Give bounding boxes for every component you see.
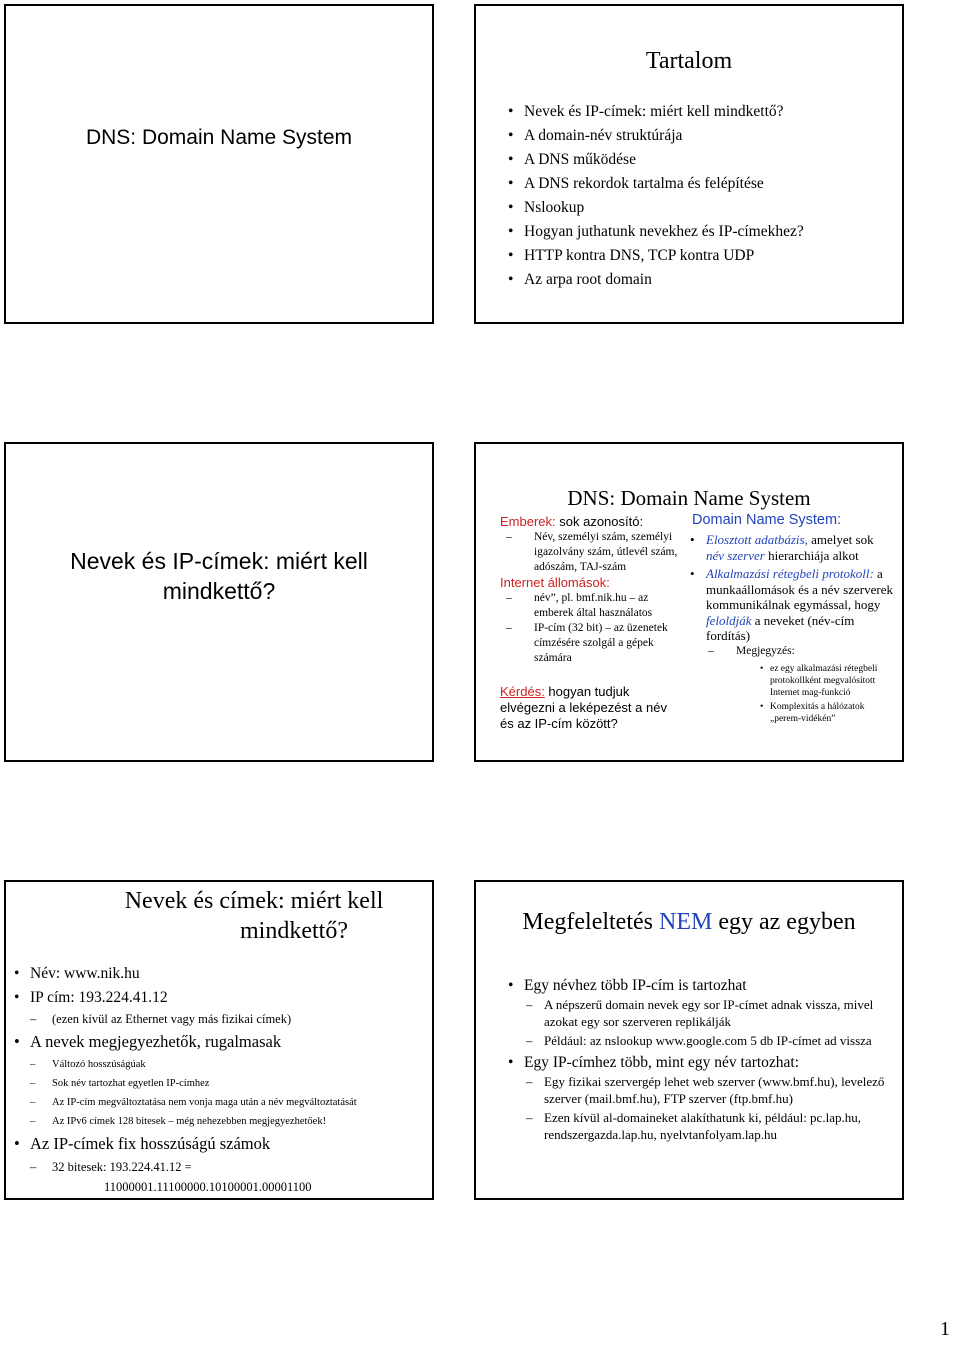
toc-item: • A DNS rekordok tartalma és felépítése	[506, 172, 804, 196]
note-sublist	[758, 663, 893, 725]
slide-title: DNS: Domain Name System	[567, 486, 811, 510]
emph-text: név szerver	[706, 547, 765, 563]
title-text: Megfeleltetés	[522, 909, 659, 935]
emph-text: Elosztott adatbázis,	[706, 532, 808, 547]
list-item	[12, 986, 424, 1029]
host-name-desc: – az emberek által használatos	[534, 592, 653, 619]
bullet-text: Egy IP-címhez több, mint egy név tartozhat:	[524, 1054, 800, 1071]
sub-list	[524, 996, 892, 1049]
slide-2	[474, 4, 904, 324]
ip-text: IP cím: 193.224.41.12	[30, 989, 168, 1006]
list-item: – Az IPv6 címek 128 bitesek – még nehezebben megjegyezhetőek!	[12, 1112, 424, 1131]
list-item	[12, 1029, 424, 1131]
hosts-heading: Internet állomások:	[500, 575, 610, 590]
people-list	[504, 530, 680, 575]
slide-4	[474, 442, 904, 762]
title-line: mindkettő?	[240, 918, 348, 944]
slide-body	[12, 962, 424, 1197]
note-label: Megjegyzés:	[736, 644, 795, 657]
sub-list	[12, 1055, 424, 1131]
names-text: A nevek megjegyezhetők, rugalmasak	[30, 1032, 282, 1051]
bullet-text: Egy névhez több IP-cím is tartozhat	[524, 977, 747, 994]
list-item: – Egy fizikai szervergép lehet web szerver (www.bmf.hu), levelező szerver (mail.bmf.hu), FTP szerver (ftp.bmf.hu)	[524, 1073, 892, 1107]
binary-line: 11000001.11100000.10100001.00001100	[104, 1180, 312, 1194]
dns-list	[688, 532, 893, 725]
right-column	[688, 512, 893, 728]
text: hierarchiája alkot	[764, 547, 859, 563]
list-item: – Sok név tartozhat egyetlen IP-címhez	[12, 1074, 424, 1093]
text: a neveket (név-cím fordítás)	[706, 612, 855, 643]
title-line: mindkettő?	[162, 578, 276, 604]
note-list	[706, 644, 893, 725]
toc-item: • Az arpa root domain	[506, 268, 804, 292]
toc-item: • Hogyan juthatunk nevekhez és IP-címekhez?	[506, 220, 804, 244]
toc-item: • Nslookup	[506, 196, 804, 220]
slide-3	[4, 442, 434, 762]
emph-text: Alkalmazási rétegbeli protokoll:	[706, 566, 874, 581]
slide-title	[76, 886, 432, 946]
list-item	[506, 976, 892, 1049]
slide-body	[506, 976, 892, 1147]
left-column	[500, 514, 680, 732]
binary-line: – 32 bitesek: 193.224.41.12 =	[52, 1160, 192, 1174]
sub-list	[12, 1010, 424, 1029]
list-item: • Komplexitás a hálózatok „perem-vidékén”	[758, 701, 893, 725]
people-text: sok azonosító:	[555, 514, 644, 529]
slide-title: DNS: Domain Name System	[85, 126, 353, 149]
toc-item: • Nevek és IP-címek: miért kell mindkettő?	[506, 100, 804, 124]
text: a munkaállomások és a név szerverek kommunikálnak egymással, hogy	[706, 566, 893, 612]
hosts-list	[504, 591, 680, 666]
fixed-text: Az IP-címek fix hosszúságú számok	[30, 1134, 271, 1153]
bullet-list	[12, 962, 424, 1197]
list-item	[12, 1131, 424, 1197]
list-item: – Az IP-cím megváltoztatása nem vonja maga után a név megváltoztatását	[12, 1093, 424, 1112]
text: amelyet sok	[807, 532, 874, 547]
sub-list	[12, 1157, 424, 1197]
list-item	[688, 532, 893, 563]
question-text: hogyan tudjuk elvégezni a leképezést a név és az IP-cím között?	[500, 684, 667, 731]
toc-item: • HTTP kontra DNS, TCP kontra UDP	[506, 244, 804, 268]
toc-list	[506, 100, 804, 292]
slide-title: Tartalom	[645, 48, 733, 74]
list-item: • ez egy alkalmazási rétegbeli protokollként megvalósított Internet mag-funkció	[758, 663, 893, 699]
sub-list	[524, 1073, 892, 1143]
bullet-list	[506, 976, 892, 1143]
list-item	[706, 644, 893, 725]
toc-item: • A domain-név struktúrája	[506, 124, 804, 148]
list-item	[504, 591, 680, 621]
page-number: 1	[940, 1318, 950, 1340]
list-item: – (ezen kívül az Ethernet vagy más fizikai címek)	[12, 1010, 424, 1029]
list-item: • Név: www.nik.hu	[12, 962, 424, 986]
list-item: – A népszerű domain nevek egy sor IP-címet adnak vissza, mivel azokat egy sor szerveren replikálják	[524, 996, 892, 1030]
list-item: – Változó hosszúságúak	[12, 1055, 424, 1074]
list-item: – IP-cím (32 bit) – az üzenetek címzésére szolgál a gépek számára	[504, 621, 680, 666]
emph-text: feloldják	[706, 612, 752, 628]
list-item: – Név, személyi szám, személyi igazolvány szám, útlevél szám, adószám, TAJ-szám	[504, 530, 680, 575]
question	[500, 684, 680, 732]
list-item: – Ezen kívül al-domaineket alakíthatunk ki, például: pc.lap.hu, rendszergazda.lap.hu, nyelvtanfolyam.lap.hu	[524, 1109, 892, 1143]
toc-item: • A DNS működése	[506, 148, 804, 172]
title-emph: NEM	[659, 909, 713, 935]
title-line: Nevek és címek: miért kell	[124, 888, 384, 914]
dns-heading: Domain Name System:	[692, 512, 842, 528]
slide-title	[476, 906, 902, 938]
people-heading	[500, 514, 680, 530]
host-name-text: név”, pl. bmf.nik.hu	[534, 592, 627, 604]
list-item: – Például: az nslookup www.google.com 5 db IP-címet ad vissza	[524, 1032, 892, 1049]
list-item	[688, 566, 893, 725]
question-label: Kérdés:	[500, 684, 545, 699]
title-text: egy az egyben	[712, 909, 856, 935]
list-item	[12, 1157, 424, 1197]
slide-1	[4, 4, 434, 324]
slide-6	[474, 880, 904, 1200]
people-label: Emberek:	[500, 514, 556, 529]
list-item	[506, 1053, 892, 1143]
title-line: Nevek és IP-címek: miért kell	[70, 548, 368, 574]
slide-title	[6, 546, 432, 606]
slide-5	[4, 880, 434, 1200]
